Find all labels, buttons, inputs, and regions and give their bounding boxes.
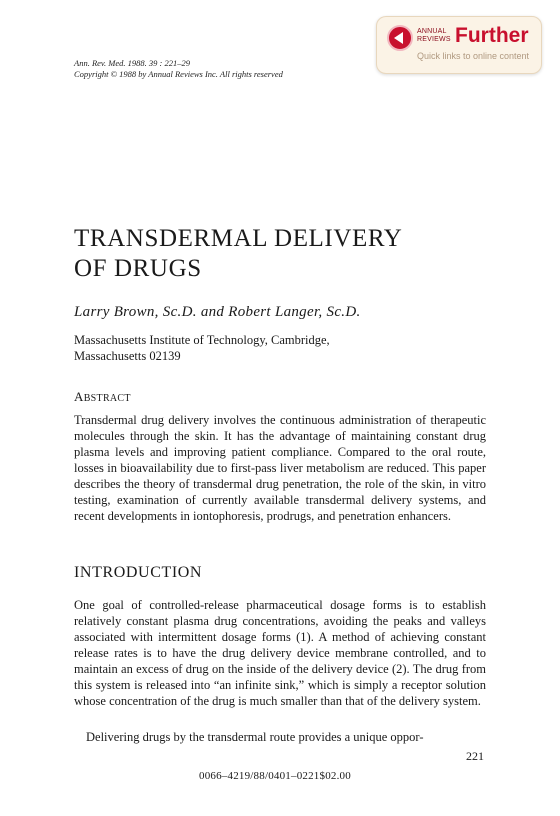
citation-line: Ann. Rev. Med. 1988. 39 : 221–29 bbox=[74, 58, 190, 68]
title-line: TRANSDERMAL DELIVERY bbox=[74, 225, 403, 252]
introduction-paragraph-continued: Delivering drugs by the transdermal route provides a unique oppor- bbox=[86, 730, 424, 744]
affiliation-line: Massachusetts 02139 bbox=[74, 349, 181, 363]
abstract-heading-initial: A bbox=[74, 389, 84, 404]
abstract-heading-rest: BSTRACT bbox=[83, 393, 131, 404]
article-title bbox=[74, 224, 402, 284]
annual-reviews-label bbox=[417, 28, 451, 44]
introduction-heading: INTRODUCTION bbox=[74, 564, 203, 581]
page-number: 221 bbox=[466, 749, 484, 763]
abstract-text: Transdermal drug delivery involves the continuous administration of therapeutic molecules through the skin. It has the advantage of maintaining constant drug plasma levels and improving patient compliance. Compared to the oral route, losses in bioavailability due to first-pass liver metabolism are reduced. This paper describes the theory of transdermal drug penetration, the role of the skin, in vitro testing, examination of currently available transdermal delivery systems, and recent developments in iontophoresis, prodrugs, and penetration enhancers. bbox=[74, 413, 486, 523]
price-code: 0066–4219/88/0401–0221$02.00 bbox=[199, 770, 351, 782]
copyright-line: Copyright © 1988 by Annual Reviews Inc. All rights reserved bbox=[74, 69, 283, 79]
further-tagline-link[interactable]: Quick links to online content bbox=[417, 51, 530, 61]
reviews-label: REVIEWS bbox=[417, 36, 451, 43]
abstract-heading bbox=[74, 389, 131, 405]
annual-reviews-further-banner[interactable] bbox=[376, 16, 542, 74]
authors: Larry Brown, Sc.D. and Robert Langer, Sc.D. bbox=[74, 304, 361, 320]
affiliation bbox=[74, 332, 330, 364]
affiliation-line: Massachusetts Institute of Technology, Cambridge, bbox=[74, 333, 330, 347]
annual-reviews-logo-icon bbox=[387, 25, 413, 51]
title-line: OF DRUGS bbox=[74, 255, 202, 282]
annual-label: ANNUAL bbox=[417, 28, 447, 35]
journal-citation bbox=[74, 58, 283, 80]
further-wordmark: Further bbox=[455, 24, 529, 47]
introduction-paragraph: One goal of controlled-release pharmaceutical dosage forms is to establish relatively constant plasma drug concentrations, avoiding the peaks and valleys associated with intermittent dosage forms (1). A method of achieving constant release rates is to have the drug delivery device membrane controlled, and to maintain an excess of drug on the inside of the delivery device (2). The drug from this system is released into “an infinite sink,” which is simply a receptor solution whose concentration of the drug is much smaller than that of the delivery system. bbox=[74, 598, 486, 708]
